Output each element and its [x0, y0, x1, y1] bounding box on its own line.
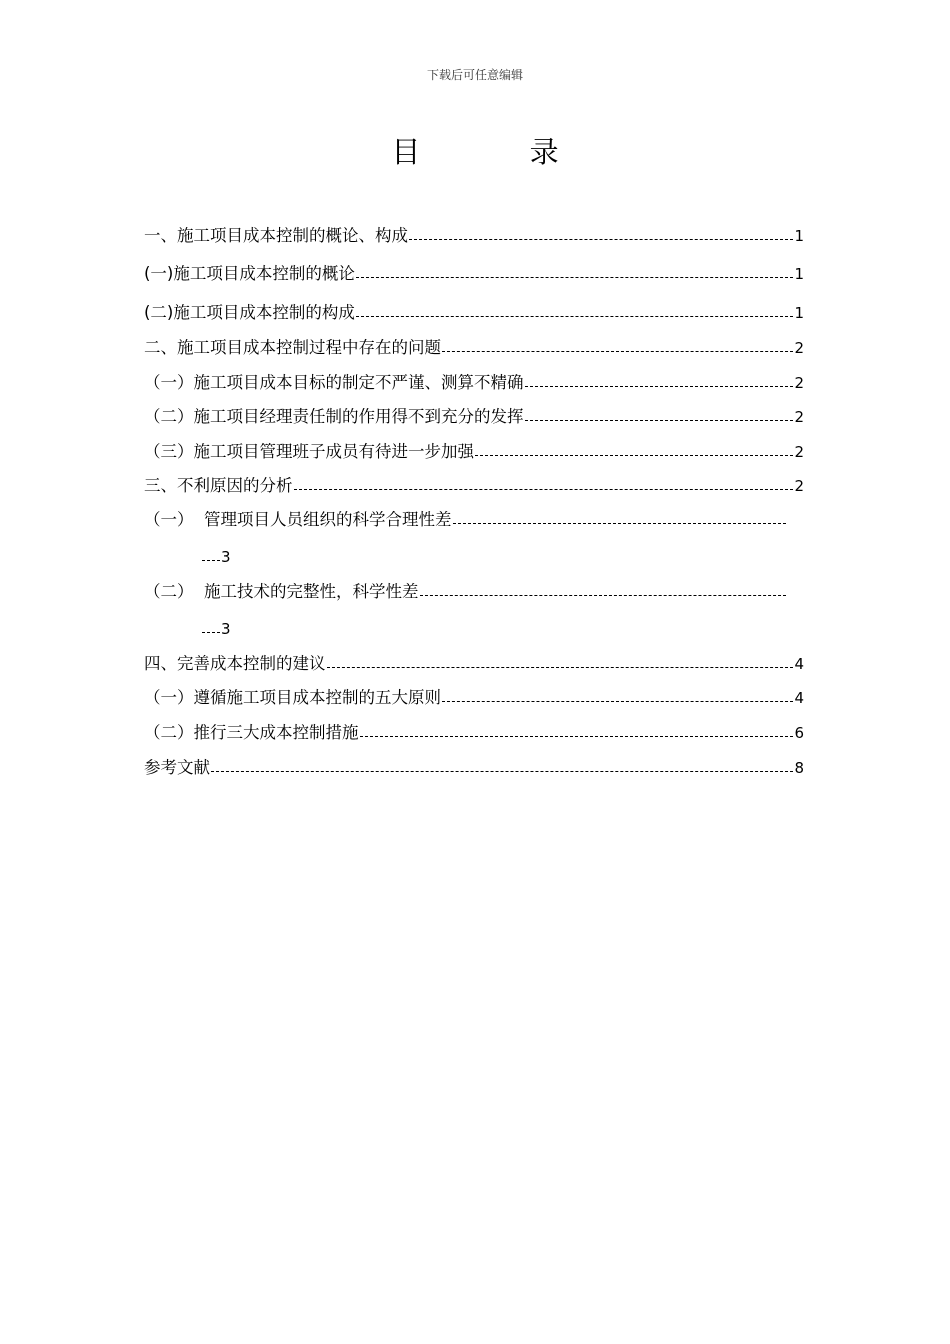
toc-entry-continuation[interactable]	[202, 618, 231, 640]
toc-leader	[475, 455, 793, 456]
toc-leader	[356, 277, 794, 278]
toc-entry[interactable]	[144, 337, 804, 359]
toc-entry-label: （二）推行三大成本控制措施	[144, 723, 359, 742]
toc-page-number: 4	[794, 689, 804, 707]
toc-leader	[525, 386, 794, 387]
toc-page-number: 4	[794, 655, 804, 673]
toc-leader	[360, 736, 794, 737]
toc-page-number: 6	[794, 724, 804, 742]
toc-entry[interactable]	[144, 372, 804, 394]
toc-entry[interactable]	[144, 263, 804, 285]
toc-page-number: 8	[794, 759, 804, 777]
toc-entry-label: （一）遵循施工项目成本控制的五大原则	[144, 688, 441, 707]
toc-entry-label: （二）施工项目经理责任制的作用得不到充分的发挥	[144, 407, 524, 426]
toc-leader	[442, 701, 793, 702]
toc-entry[interactable]	[144, 687, 804, 709]
toc-page-number: 2	[794, 408, 804, 426]
toc-entry[interactable]	[144, 441, 804, 463]
toc-leader	[294, 489, 794, 490]
toc-entry-label: 参考文献	[144, 758, 210, 777]
toc-entry[interactable]	[144, 509, 786, 531]
toc-entry[interactable]	[144, 225, 804, 247]
toc-entry-label: 三、不利原因的分析	[144, 476, 293, 495]
toc-page-number: 2	[794, 443, 804, 461]
toc-entry[interactable]	[144, 757, 804, 779]
toc-page-number: 3	[221, 548, 231, 566]
toc-leader	[327, 667, 794, 668]
toc-page-number: 2	[794, 477, 804, 495]
toc-entry-label: （二） 施工技术的完整性，科学性差	[144, 582, 419, 601]
page-title: 目 录	[391, 135, 609, 169]
toc-leader	[525, 420, 794, 421]
toc-leader	[211, 771, 793, 772]
toc-entry-label: (一)施工项目成本控制的概论	[144, 264, 355, 283]
toc-entry-label: 四、完善成本控制的建议	[144, 654, 326, 673]
toc-entry-label: （一） 管理项目人员组织的科学合理性差	[144, 510, 452, 529]
toc-leader	[356, 316, 794, 317]
header-note: 下载后可任意编辑	[426, 68, 523, 82]
toc-entry-label: 二、施工项目成本控制过程中存在的问题	[144, 338, 441, 357]
toc-leader	[420, 595, 787, 596]
toc-entry[interactable]	[144, 722, 804, 744]
toc-entry-label: 一、施工项目成本控制的概论、构成	[144, 226, 408, 245]
toc-page-number: 2	[794, 339, 804, 357]
toc-leader	[202, 560, 220, 561]
toc-page-number: 2	[794, 374, 804, 392]
toc-leader	[202, 632, 220, 633]
toc-entry[interactable]	[144, 406, 804, 428]
toc-page-number: 1	[794, 227, 804, 245]
toc-leader	[442, 351, 793, 352]
toc-leader	[453, 523, 787, 524]
toc-entry[interactable]	[144, 653, 804, 675]
toc-entry-label: （三）施工项目管理班子成员有待进一步加强	[144, 442, 474, 461]
toc-entry[interactable]	[144, 581, 786, 603]
toc-page-number: 1	[794, 265, 804, 283]
toc-page-number: 3	[221, 620, 231, 638]
toc-leader	[409, 239, 793, 240]
toc-entry-continuation[interactable]	[202, 546, 231, 568]
toc-entry[interactable]	[144, 475, 804, 497]
toc-entry[interactable]	[144, 302, 804, 324]
toc-entry-label: (二)施工项目成本控制的构成	[144, 303, 355, 322]
toc-page-number: 1	[794, 304, 804, 322]
toc-entry-label: （一）施工项目成本目标的制定不严谨、测算不精确	[144, 373, 524, 392]
